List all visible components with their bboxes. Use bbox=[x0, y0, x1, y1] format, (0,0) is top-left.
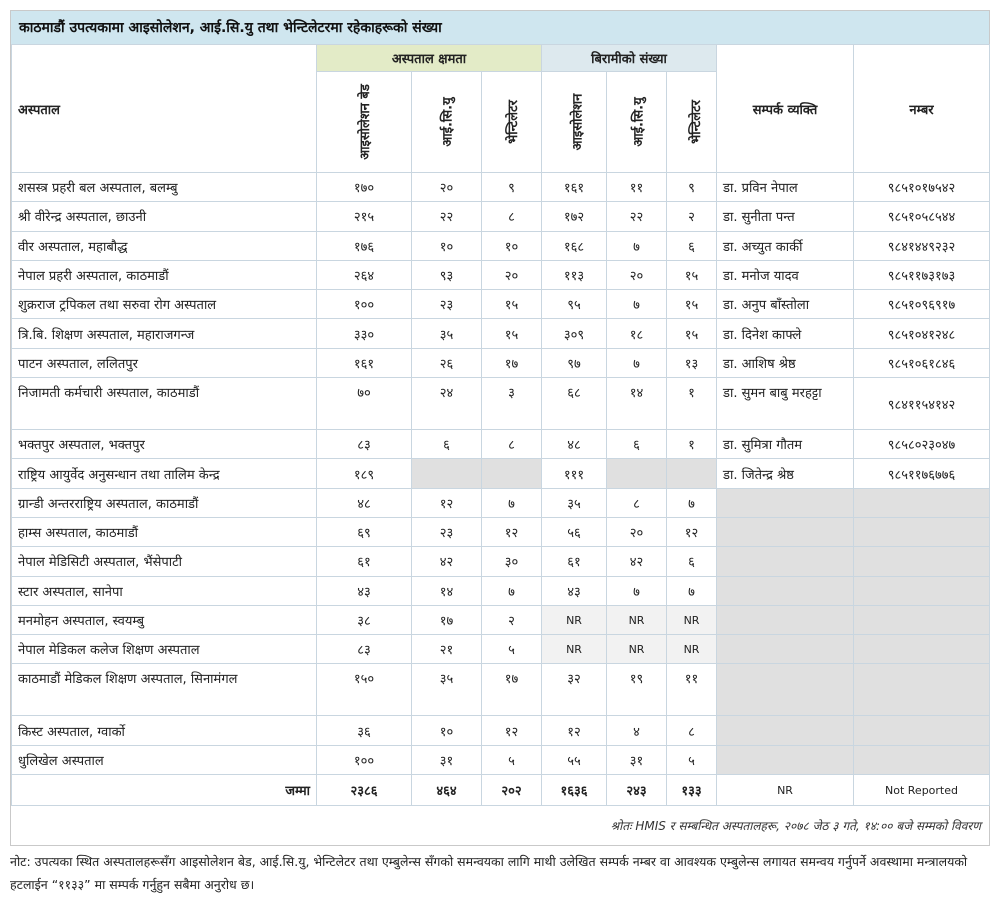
value-cell: ७ bbox=[607, 231, 667, 260]
contact-person bbox=[717, 745, 854, 774]
value-cell: ५ bbox=[482, 635, 542, 664]
table-row bbox=[12, 605, 990, 634]
value-cell: १२ bbox=[542, 716, 607, 745]
value-cell: NR bbox=[542, 605, 607, 634]
value-cell: २२ bbox=[607, 202, 667, 231]
value-cell: ३ bbox=[482, 378, 542, 430]
page-title: काठमाडौं उपत्यकामा आइसोलेशन, आई.सि.यु तथा भेन्टिलेटरमा रहेकाहरूको संख्या bbox=[19, 20, 442, 36]
value-cell: १५ bbox=[482, 319, 542, 348]
value-cell: ९५ bbox=[542, 290, 607, 319]
hospital-name: स्टार अस्पताल, सानेपा bbox=[12, 576, 317, 605]
value-cell: १६१ bbox=[317, 348, 412, 377]
phone-number: ९८५१०६१८४६ bbox=[854, 348, 990, 377]
contact-person bbox=[717, 664, 854, 716]
value-cell: ३६ bbox=[317, 716, 412, 745]
contact-person bbox=[717, 517, 854, 546]
value-cell: ३५ bbox=[412, 319, 482, 348]
contact-person: डा. दिनेश काफ्ले bbox=[717, 319, 854, 348]
table-row bbox=[12, 348, 990, 377]
value-cell: १० bbox=[412, 716, 482, 745]
value-cell: १८ bbox=[607, 319, 667, 348]
contact-person: डा. आशिष श्रेष्ठ bbox=[717, 348, 854, 377]
table-row bbox=[12, 517, 990, 546]
value-cell bbox=[667, 459, 717, 488]
contact-person: डा. मनोज यादव bbox=[717, 260, 854, 289]
value-cell: १०० bbox=[317, 290, 412, 319]
table-row bbox=[12, 231, 990, 260]
header-capacity-group: अस्पताल क्षमता bbox=[317, 45, 542, 72]
footnote: नोट: उपत्यका स्थित अस्पतालहरूसँग आइसोलेशन बेड, आई.सि.यु, भेन्टिलेटर तथा एम्बुलेन्स सँगको समन्वयका लागि माथी उलेखित सम्पर्क नम्बर वा आवश्यक एम्बुलेन्स लगायत समन्वय गर्नुपर्ने अवस्थामा मन्त्रालयको हटलाईन “११३३” मा सम्पर्क गर्नुहुन सबैमा अनुरोध छ। bbox=[10, 854, 968, 892]
phone-number: ९८५१०१७५४२ bbox=[854, 173, 990, 202]
hospital-name: शसस्त्र प्रहरी बल अस्पताल, बलम्बु bbox=[12, 173, 317, 202]
value-cell: १२ bbox=[667, 517, 717, 546]
header-capacity-icu: आई.सि.यु bbox=[412, 72, 482, 173]
value-cell: २ bbox=[482, 605, 542, 634]
table-row bbox=[12, 319, 990, 348]
value-cell: ३१ bbox=[607, 745, 667, 774]
contact-person bbox=[717, 605, 854, 634]
phone-number: ९८५८०२३०४७ bbox=[854, 430, 990, 459]
total-cell: ४६४ bbox=[412, 775, 482, 806]
contact-person: डा. सुमन बाबु मरहट्टा bbox=[717, 378, 854, 430]
hospital-name: भक्तपुर अस्पताल, भक्तपुर bbox=[12, 430, 317, 459]
hospital-name: शुक्रराज ट्रपिकल तथा सरुवा रोग अस्पताल bbox=[12, 290, 317, 319]
header-hospital: अस्पताल bbox=[12, 45, 317, 173]
value-cell: २१५ bbox=[317, 202, 412, 231]
contact-person bbox=[717, 547, 854, 576]
value-cell: ६१ bbox=[317, 547, 412, 576]
value-cell: २६४ bbox=[317, 260, 412, 289]
title-bar bbox=[11, 11, 989, 45]
table-row bbox=[12, 430, 990, 459]
value-cell: १९ bbox=[607, 664, 667, 716]
value-cell: २ bbox=[667, 202, 717, 231]
hospital-name: त्रि.बि. शिक्षण अस्पताल, महाराजगन्ज bbox=[12, 319, 317, 348]
value-cell: ७० bbox=[317, 378, 412, 430]
contact-person: डा. अनुप बाँस्तोला bbox=[717, 290, 854, 319]
value-cell: १७ bbox=[482, 348, 542, 377]
value-cell: ७ bbox=[667, 488, 717, 517]
phone-number bbox=[854, 605, 990, 634]
value-cell: NR bbox=[667, 605, 717, 634]
hospital-name: ग्रान्डी अन्तरराष्ट्रिय अस्पताल, काठमाडौं bbox=[12, 488, 317, 517]
phone-number bbox=[854, 635, 990, 664]
value-cell: १२ bbox=[412, 488, 482, 517]
value-cell: ११ bbox=[667, 664, 717, 716]
value-cell: २० bbox=[482, 260, 542, 289]
table-row bbox=[12, 202, 990, 231]
phone-number: ९८५११७३१७३ bbox=[854, 260, 990, 289]
hospital-name: काठमाडौं मेडिकल शिक्षण अस्पताल, सिनामंगल bbox=[12, 664, 317, 716]
hospital-name: श्री वीरेन्द्र अस्पताल, छाउनी bbox=[12, 202, 317, 231]
header-capacity-isolation: आइसोलेशन बेड bbox=[317, 72, 412, 173]
value-cell: १०० bbox=[317, 745, 412, 774]
value-cell: ५ bbox=[667, 745, 717, 774]
value-cell: ६८ bbox=[542, 378, 607, 430]
value-cell: ३० bbox=[482, 547, 542, 576]
value-cell: ७ bbox=[607, 576, 667, 605]
value-cell: १५ bbox=[667, 319, 717, 348]
value-cell: ८३ bbox=[317, 430, 412, 459]
header-contact: सम्पर्क व्यक्ति bbox=[717, 45, 854, 173]
contact-person: डा. सुमित्रा गौतम bbox=[717, 430, 854, 459]
phone-number bbox=[854, 745, 990, 774]
value-cell: ९ bbox=[667, 173, 717, 202]
source-line: श्रोतः HMIS र सम्बन्धित अस्पतालहरू, २०७८ जेठ ३ गते, १४:०० बजे सम्मको विवरण bbox=[610, 819, 981, 833]
value-cell: ३१ bbox=[412, 745, 482, 774]
table-row bbox=[12, 488, 990, 517]
value-cell: १८९ bbox=[317, 459, 412, 488]
nr-legend-meaning: Not Reported bbox=[854, 775, 990, 806]
hospital-name: हाम्स अस्पताल, काठमाडौं bbox=[12, 517, 317, 546]
value-cell: २४ bbox=[412, 378, 482, 430]
hospital-name: किस्ट अस्पताल, ग्वार्को bbox=[12, 716, 317, 745]
contact-person bbox=[717, 488, 854, 517]
contact-person: डा. सुनीता पन्त bbox=[717, 202, 854, 231]
nr-legend-key: NR bbox=[717, 775, 854, 806]
header-patients-group: बिरामीको संख्या bbox=[542, 45, 717, 72]
value-cell: ८ bbox=[482, 202, 542, 231]
value-cell: NR bbox=[607, 635, 667, 664]
value-cell: ५६ bbox=[542, 517, 607, 546]
table-row bbox=[12, 260, 990, 289]
table-row bbox=[12, 290, 990, 319]
value-cell: १७० bbox=[317, 173, 412, 202]
hospital-name: निजामती कर्मचारी अस्पताल, काठमाडौं bbox=[12, 378, 317, 430]
phone-number bbox=[854, 517, 990, 546]
value-cell: ९३ bbox=[412, 260, 482, 289]
table-panel bbox=[10, 10, 990, 846]
value-cell: ५५ bbox=[542, 745, 607, 774]
hospital-name: राष्ट्रिय आयुर्वेद अनुसन्धान तथा तालिम केन्द्र bbox=[12, 459, 317, 488]
header-patients-icu: आई.सि.यु bbox=[607, 72, 667, 173]
value-cell: ४२ bbox=[412, 547, 482, 576]
phone-number: ९८५१०५८५४४ bbox=[854, 202, 990, 231]
value-cell: NR bbox=[542, 635, 607, 664]
value-cell: ८ bbox=[667, 716, 717, 745]
value-cell: १३ bbox=[667, 348, 717, 377]
total-cell: २४३ bbox=[607, 775, 667, 806]
table-row bbox=[12, 716, 990, 745]
value-cell: ६ bbox=[607, 430, 667, 459]
header-patients-isolation: आइसोलेशन bbox=[542, 72, 607, 173]
value-cell: ७ bbox=[607, 348, 667, 377]
hospital-table bbox=[11, 44, 990, 806]
value-cell: १ bbox=[667, 378, 717, 430]
value-cell: ३३० bbox=[317, 319, 412, 348]
phone-number bbox=[854, 576, 990, 605]
value-cell: ३८ bbox=[317, 605, 412, 634]
value-cell: २२ bbox=[412, 202, 482, 231]
table-row bbox=[12, 459, 990, 488]
value-cell: १५ bbox=[667, 290, 717, 319]
hospital-name: नेपाल प्रहरी अस्पताल, काठमाडौं bbox=[12, 260, 317, 289]
value-cell: २० bbox=[607, 517, 667, 546]
value-cell: १७६ bbox=[317, 231, 412, 260]
contact-person: डा. अच्युत कार्की bbox=[717, 231, 854, 260]
phone-number: ९८५१०४१२४८ bbox=[854, 319, 990, 348]
table-row bbox=[12, 378, 990, 430]
value-cell: १५ bbox=[482, 290, 542, 319]
contact-person bbox=[717, 716, 854, 745]
hospital-name: धुलिखेल अस्पताल bbox=[12, 745, 317, 774]
value-cell: १७ bbox=[482, 664, 542, 716]
phone-number: ९८५१०९६९१७ bbox=[854, 290, 990, 319]
total-cell: १६३६ bbox=[542, 775, 607, 806]
value-cell: २१ bbox=[412, 635, 482, 664]
phone-number bbox=[854, 716, 990, 745]
value-cell bbox=[607, 459, 667, 488]
value-cell: ४ bbox=[607, 716, 667, 745]
value-cell: २३ bbox=[412, 517, 482, 546]
value-cell: ६१ bbox=[542, 547, 607, 576]
value-cell: २३ bbox=[412, 290, 482, 319]
value-cell: १२ bbox=[482, 517, 542, 546]
value-cell: ३५ bbox=[542, 488, 607, 517]
phone-number: ९८४११५४१४२ bbox=[854, 378, 990, 430]
value-cell: १७२ bbox=[542, 202, 607, 231]
value-cell: १११ bbox=[542, 459, 607, 488]
hospital-name: नेपाल मेडिसिटी अस्पताल, भैंसेपाटी bbox=[12, 547, 317, 576]
value-cell: १७ bbox=[412, 605, 482, 634]
value-cell: ३०९ bbox=[542, 319, 607, 348]
value-cell: ८ bbox=[482, 430, 542, 459]
value-cell bbox=[412, 459, 482, 488]
value-cell: ६ bbox=[667, 547, 717, 576]
total-cell: २०२ bbox=[482, 775, 542, 806]
phone-number bbox=[854, 547, 990, 576]
value-cell: १५ bbox=[667, 260, 717, 289]
value-cell: ९७ bbox=[542, 348, 607, 377]
value-cell: १४ bbox=[607, 378, 667, 430]
total-cell: २३८६ bbox=[317, 775, 412, 806]
value-cell: ६ bbox=[412, 430, 482, 459]
value-cell: २० bbox=[412, 173, 482, 202]
hospital-name: वीर अस्पताल, महाबौद्ध bbox=[12, 231, 317, 260]
phone-number: ९८५११७६७७६ bbox=[854, 459, 990, 488]
value-cell: १६१ bbox=[542, 173, 607, 202]
value-cell: ८३ bbox=[317, 635, 412, 664]
value-cell: ४८ bbox=[317, 488, 412, 517]
contact-person: डा. जितेन्द्र श्रेष्ठ bbox=[717, 459, 854, 488]
value-cell: १ bbox=[667, 430, 717, 459]
hospital-name: मनमोहन अस्पताल, स्वयम्बु bbox=[12, 605, 317, 634]
value-cell: ७ bbox=[607, 290, 667, 319]
value-cell: ७ bbox=[482, 488, 542, 517]
contact-person bbox=[717, 635, 854, 664]
contact-person bbox=[717, 576, 854, 605]
hospital-name: नेपाल मेडिकल कलेज शिक्षण अस्पताल bbox=[12, 635, 317, 664]
total-row bbox=[12, 775, 990, 806]
phone-number bbox=[854, 664, 990, 716]
value-cell: ४३ bbox=[317, 576, 412, 605]
phone-number bbox=[854, 488, 990, 517]
value-cell: १० bbox=[482, 231, 542, 260]
value-cell: ४८ bbox=[542, 430, 607, 459]
value-cell bbox=[482, 459, 542, 488]
value-cell: ११३ bbox=[542, 260, 607, 289]
value-cell: NR bbox=[607, 605, 667, 634]
value-cell: १६८ bbox=[542, 231, 607, 260]
hospital-name: पाटन अस्पताल, ललितपुर bbox=[12, 348, 317, 377]
header-number: नम्बर bbox=[854, 45, 990, 173]
table-row bbox=[12, 745, 990, 774]
value-cell: १५० bbox=[317, 664, 412, 716]
value-cell: ४३ bbox=[542, 576, 607, 605]
phone-number: ९८४१४४९२३२ bbox=[854, 231, 990, 260]
header-patients-ventilator: भेन्टिलेटर bbox=[667, 72, 717, 173]
table-row bbox=[12, 576, 990, 605]
value-cell: १० bbox=[412, 231, 482, 260]
value-cell: ६ bbox=[667, 231, 717, 260]
table-row bbox=[12, 635, 990, 664]
value-cell: ८ bbox=[607, 488, 667, 517]
value-cell: ११ bbox=[607, 173, 667, 202]
value-cell: १४ bbox=[412, 576, 482, 605]
value-cell: २६ bbox=[412, 348, 482, 377]
contact-person: डा. प्रविन नेपाल bbox=[717, 173, 854, 202]
value-cell: ७ bbox=[667, 576, 717, 605]
value-cell: २० bbox=[607, 260, 667, 289]
value-cell: ४२ bbox=[607, 547, 667, 576]
table-row bbox=[12, 664, 990, 716]
value-cell: ७ bbox=[482, 576, 542, 605]
value-cell: ९ bbox=[482, 173, 542, 202]
header-capacity-ventilator: भेन्टिलेटर bbox=[482, 72, 542, 173]
total-label: जम्मा bbox=[12, 775, 317, 806]
value-cell: NR bbox=[667, 635, 717, 664]
total-cell: १३३ bbox=[667, 775, 717, 806]
value-cell: ३२ bbox=[542, 664, 607, 716]
value-cell: ६९ bbox=[317, 517, 412, 546]
value-cell: १२ bbox=[482, 716, 542, 745]
value-cell: ५ bbox=[482, 745, 542, 774]
table-row bbox=[12, 547, 990, 576]
table-row bbox=[12, 173, 990, 202]
value-cell: ३५ bbox=[412, 664, 482, 716]
